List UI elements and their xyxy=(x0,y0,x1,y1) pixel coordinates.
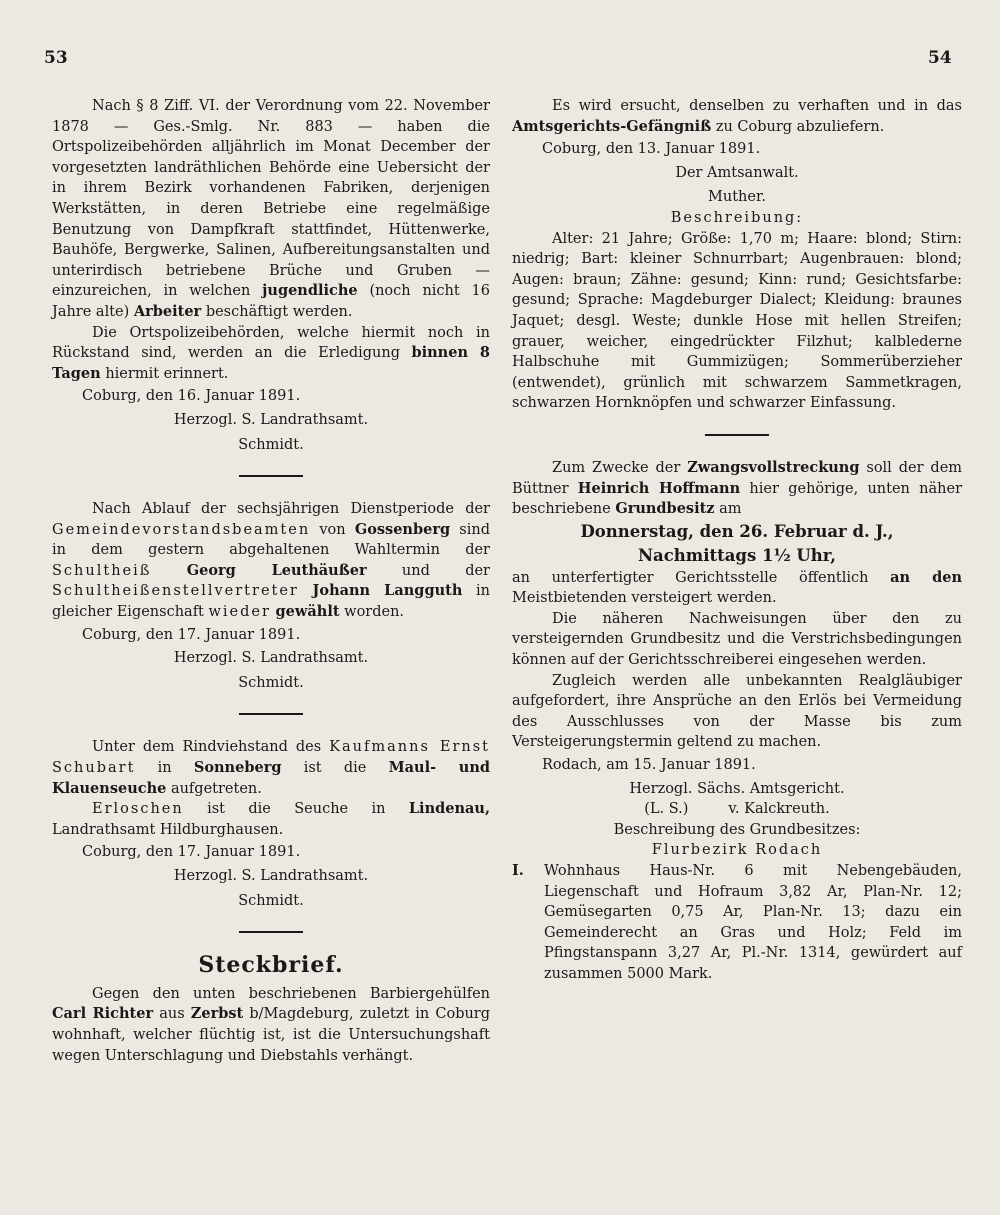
right-column xyxy=(512,96,962,985)
notice-paragraph: Zum Zwecke der Zwangsvollstreckung soll der dem Büttner Heinrich Hoffmann hier gehörige, unten näher beschriebene Grundbesitz am xyxy=(512,458,963,518)
notice-steckbrief xyxy=(52,952,491,1066)
notice-paragraph: Zugleich werden alle unbekannten Realgläubiger aufgefordert, ihre Ansprüche an den Erlös bei Vermeidung des Ausschlusses von der Masse bis zum Versteigerungstermin geltend zu machen. xyxy=(512,672,962,751)
steckbrief-heading: Steckbrief. xyxy=(198,952,344,979)
section-divider xyxy=(705,434,769,436)
steckbrief-continuation xyxy=(512,96,962,414)
notice-paragraph: Nach Ablauf der sechsjährigen Dienstperiode der Gemeindevorstandsbeamten von Gossenberg sind in dem gestern abgehaltenen Wahltermin der Schultheiß Georg Leuthäußer und der Schultheißenstellvertreter Johann Langguth in gleicher Eigenschaft wieder gewählt worden. xyxy=(52,501,491,621)
notice-auction xyxy=(512,458,962,985)
property-item-number: I. xyxy=(512,862,524,879)
notice-date: Coburg, den 13. Januar 1891. xyxy=(542,141,761,158)
notice-youth-workers xyxy=(52,96,490,455)
notice-date: Coburg, den 17. Januar 1891. xyxy=(82,844,301,861)
description-heading: Beschreibung: xyxy=(670,209,804,226)
section-divider xyxy=(239,475,303,477)
notice-paragraph: an unterfertigter Gerichtsstelle öffentlich an den Meistbietenden versteigert werden. xyxy=(512,568,962,607)
notice-signature: v. Kalckreuth. xyxy=(728,801,830,818)
notice-election xyxy=(52,499,490,693)
notice-authority: Herzogl. Sächs. Amtsgericht. xyxy=(629,780,845,797)
notice-authority: Herzogl. S. Landrathsamt. xyxy=(173,868,369,884)
seal-signature-row xyxy=(512,799,962,820)
left-column xyxy=(52,96,490,1066)
district-name: Flurbezirk Rodach xyxy=(651,842,823,859)
notice-date: Coburg, den 16. Januar 1891. xyxy=(82,388,301,405)
notice-date: Coburg, den 17. Januar 1891. xyxy=(82,626,301,643)
notice-paragraph: Die näheren Nachweisungen über den zu versteigernden Grundbesitz und die Verstrichsbedingungen können auf der Gerichtsschreiberei eingesehen werden. xyxy=(512,610,962,669)
description-text: Alter: 21 Jahre; Größe: 1,70 m; Haare: blond; Stirn: niedrig; Bart: kleiner Schnurrbart; Augenbrauen: blond; Augen: braun; Zähne: gesund; Kinn: rund; Gesichtsfarbe: gesund; Sprache: Magdeburger Dialect; Kleidung: braunes Jaquet; desgl. Weste; dunkle Hose mit hellen Streifen; grauer, weicher, eingedrückter Filzhut; kalblederne Halbschuhe mit Gummizügen; Sommerüberzieher (entwendet), grünlich mit schwarzem Sammetkragen, schwarzen Hornknöpfen und schwarzer Einfassung. xyxy=(512,230,962,412)
notice-paragraph: Nach § 8 Ziff. VI. der Verordnung vom 22. November 1878 — Ges.-Smlg. Nr. 883 — haben die Ortspolizeibehörden alljährlich im Monat December der vorgesetzten landräthlichen Behörde eine Uebersicht der in ihrem Bezirk vorhandenen Fabriken, derjenigen Werkstätten, in deren Betriebe eine regelmäßige Benutzung von Dampfkraft stattfindet, Hüttenwerke, Bauhöfe, Bergwerke, Salinen, Aufbereitungsanstalten und unterirdisch betriebene Brüche und Gruben — einzureichen, in welchen jugendliche (noch nicht 16 Jahre alte) Arbeiter beschäftigt werden. xyxy=(52,98,490,320)
notice-signature: Schmidt. xyxy=(238,674,304,691)
notice-date: Rodach, am 15. Januar 1891. xyxy=(542,757,756,774)
notice-paragraph: Unter dem Rindviehstand des Kaufmanns Ernst Schubart in Sonneberg ist die Maul- und Klauenseuche aufgetreten. xyxy=(52,739,491,797)
auction-time: Nachmittags 1½ Uhr, xyxy=(637,545,837,565)
notice-livestock-disease xyxy=(52,737,490,911)
notice-paragraph: Die Ortspolizeibehörden, welche hiermit noch in Rückstand sind, werden an die Erledigung binnen 8 Tagen hiermit erinnert. xyxy=(52,324,491,382)
property-item xyxy=(512,861,962,985)
notice-authority: Der Amtsanwalt. xyxy=(675,164,799,181)
notice-authority: Herzogl. S. Landrathsamt. xyxy=(173,650,369,667)
notice-signature: Muther. xyxy=(708,189,766,206)
property-item-text: Wohnhaus Haus-Nr. 6 mit Nebengebäuden, Liegenschaft und Hofraum 3,82 Ar, Plan-Nr. 12; Gemüsegarten 0,75 Ar, Plan-Nr. 13; dazu ein Gemeinderecht an Gras und Holz; Feld im Pfingstanspann 3,27 Ar, Pl.-Nr. 1314, gewürdert auf zusammen 5000 Mark. xyxy=(544,863,962,982)
notice-signature: Schmidt. xyxy=(238,436,304,453)
auction-date: Donnerstag, den 26. Februar d. J., xyxy=(580,521,894,541)
page-number-left: 53 xyxy=(44,48,68,68)
notice-paragraph: Es wird ersucht, denselben zu verhaften und in das Amtsgerichts-Gefängniß zu Coburg abzuliefern. xyxy=(512,98,962,135)
notice-authority: Herzogl. S. Landrathsamt. xyxy=(173,411,369,428)
page-number-right: 54 xyxy=(928,48,952,68)
notice-signature: Schmidt. xyxy=(238,892,304,909)
notice-paragraph: Erloschen ist die Seuche in Lindenau, Landrathsamt Hildburghausen. xyxy=(52,800,490,838)
section-divider xyxy=(239,713,303,715)
notice-paragraph: Gegen den unten beschriebenen Barbiergehülfen Carl Richter aus Zerbst b/Magdeburg, zuletzt in Coburg wohnhaft, welcher flüchtig ist, ist die Untersuchungshaft wegen Unterschlagung und Diebstahls verhängt. xyxy=(52,985,491,1064)
section-divider xyxy=(239,931,303,933)
seal-mark: (L. S.) xyxy=(644,801,689,818)
property-heading: Beschreibung des Grundbesitzes: xyxy=(613,821,861,838)
